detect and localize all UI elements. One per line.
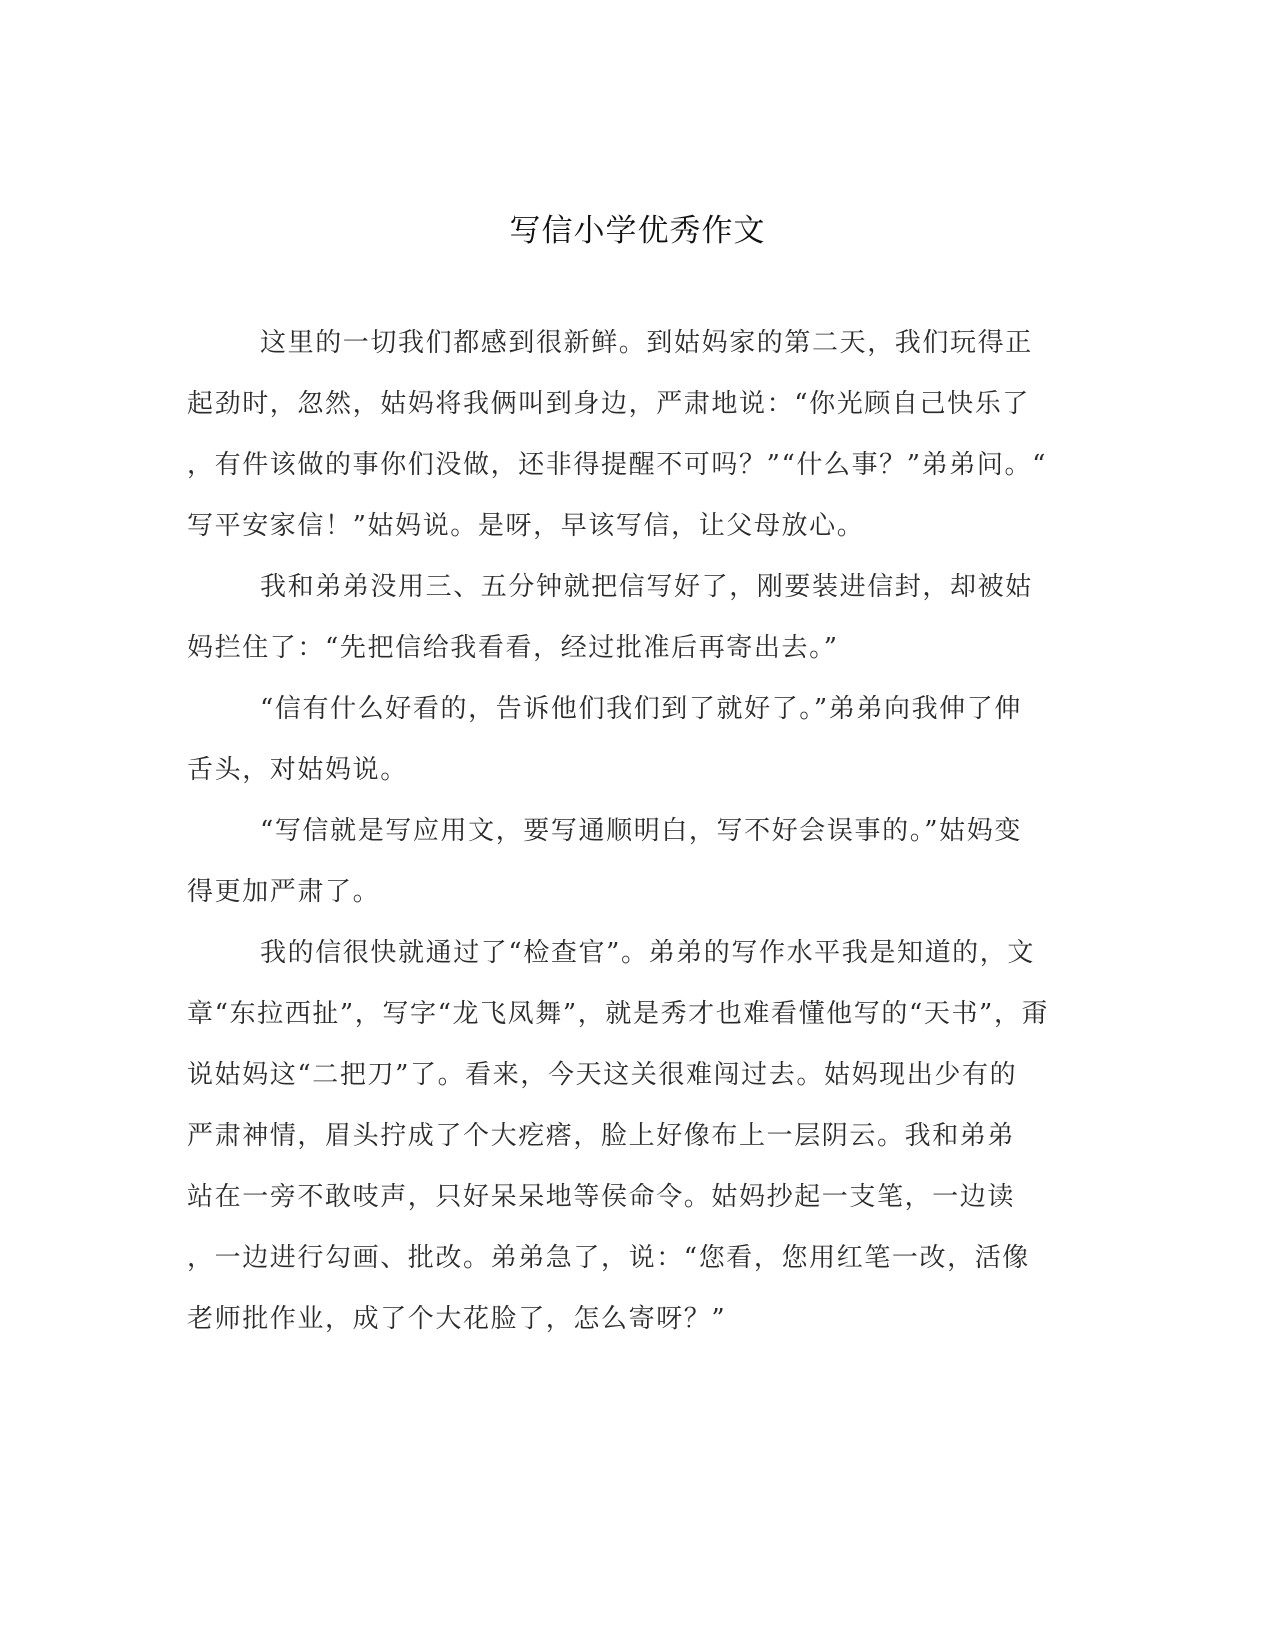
- text-line: 老师批作业，成了个大花脸了，怎么寄呀？”: [187, 1304, 727, 1334]
- text-line: 得更加严肃了。: [187, 877, 381, 907]
- text-line: 站在一旁不敢吱声，只好呆呆地等侯命令。姑妈抄起一支笔，一边读: [187, 1182, 1016, 1212]
- essay-body: [187, 325, 1077, 1362]
- text-line: 我和弟弟没用三、五分钟就把信写好了，刚要装进信封，却被姑: [260, 572, 1033, 602]
- text-line: 我的信很快就通过了“检查官”。弟弟的写作水平我是知道的，文: [260, 938, 1035, 968]
- text-line: ，一边进行勾画、批改。弟弟急了，说：“您看，您用红笔一改，活像: [187, 1243, 1030, 1273]
- text-line: 写平安家信！”姑妈说。是呀，早该写信，让父母放心。: [187, 511, 865, 541]
- text-line: 严肃神情，眉头拧成了个大疙瘩，脸上好像布上一层阴云。我和弟弟: [187, 1121, 1016, 1151]
- text-line: ，有件该做的事你们没做，还非得提醒不可吗？”“什么事？”弟弟问。“: [187, 450, 1047, 480]
- text-line: 舌头，对姑妈说。: [187, 755, 408, 785]
- text-line: 这里的一切我们都感到很新鲜。到姑妈家的第二天，我们玩得正: [260, 328, 1033, 358]
- text-line: “写信就是写应用文，要写通顺明白，写不好会误事的。”姑妈变: [260, 816, 1022, 846]
- text-line: 起劲时，忽然，姑妈将我俩叫到身边，严肃地说：“你光顾自己快乐了: [187, 389, 1030, 419]
- text-line: 章“东拉西扯”，写字“龙飞凤舞”，就是秀才也难看懂他写的“天书”，甭: [187, 999, 1050, 1029]
- page-title: 写信小学优秀作文: [509, 213, 766, 249]
- text-line: 说姑妈这“二把刀”了。看来，今天这关很难闯过去。姑妈现出少有的: [187, 1060, 1018, 1090]
- text-line: 妈拦住了：“先把信给我看看，经过批准后再寄出去。”: [187, 633, 839, 663]
- text-line: “信有什么好看的，告诉他们我们到了就好了。”弟弟向我伸了伸: [260, 694, 1022, 724]
